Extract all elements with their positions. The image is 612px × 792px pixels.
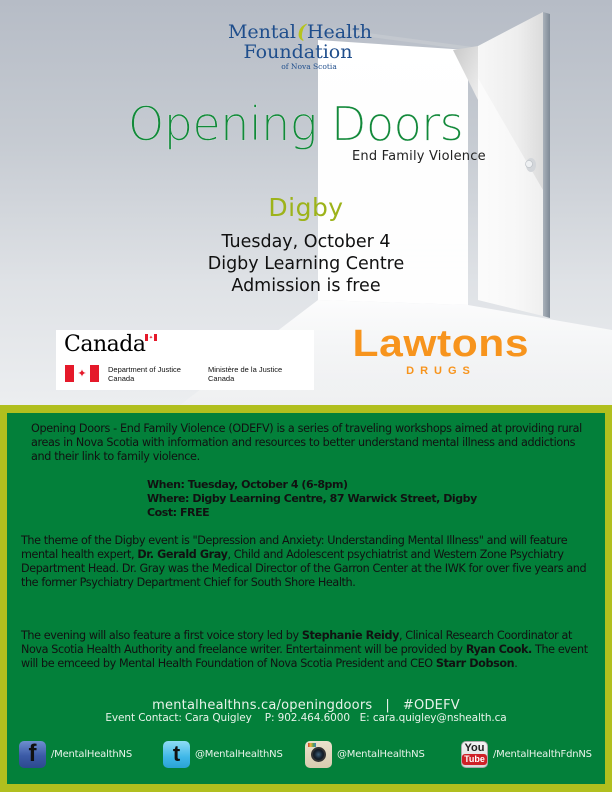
justice-french-line1: Ministère de la Justice xyxy=(208,365,283,374)
youtube-icon xyxy=(461,741,488,768)
justice-english-label xyxy=(108,365,181,383)
canada-flag-small-icon: ✦ xyxy=(145,334,157,341)
logo-subtitle: of Nova Scotia xyxy=(281,62,337,71)
justice-french-line2: Canada xyxy=(208,374,235,383)
evening-text-3: The event will be emceed by Mental Health Foundation of Nova Scotia President and CEO xyxy=(21,643,588,670)
event-details xyxy=(147,478,477,520)
youtube-icon-you: You xyxy=(464,742,485,754)
logo-word-foundation: Foundation xyxy=(243,41,353,63)
theme-paragraph xyxy=(21,534,596,590)
cost-value: FREE xyxy=(179,506,210,519)
where-label: Where: xyxy=(147,492,190,505)
instagram-link[interactable] xyxy=(305,739,425,769)
detail-when xyxy=(147,478,477,492)
twitter-handle: @MentalHealthNS xyxy=(195,748,283,760)
youtube-icon-tube: Tube xyxy=(464,754,485,764)
event-subtitle: End Family Violence xyxy=(352,149,486,164)
logo-word-health: Health xyxy=(306,21,373,43)
speaker-name: Dr. Gerald Gray xyxy=(137,548,228,561)
justice-english-line1: Department of Justice xyxy=(108,365,181,374)
event-date: Tuesday, October 4 xyxy=(221,232,391,252)
lawtons-drugs-logo xyxy=(330,324,552,377)
when-label: When: xyxy=(147,478,185,491)
instagram-handle: @MentalHealthNS xyxy=(337,748,425,760)
event-contact[interactable]: Event Contact: Cara Quigley P: 902.464.6000 E: cara.quigley@nshealth.ca xyxy=(105,712,507,724)
event-venue: Digby Learning Centre xyxy=(207,254,405,274)
twitter-icon: t xyxy=(163,741,190,768)
mental-health-foundation-logo xyxy=(200,22,400,72)
evening-text-1: The evening will also feature a first voice story led by xyxy=(21,629,302,642)
detail-cost xyxy=(147,506,477,520)
theme-text-1: The theme of the Digby event is "Depression and Anxiety: Understanding Mental Illness" and will feature mental health expert, xyxy=(21,534,568,561)
event-title: Opening Doors xyxy=(128,97,464,151)
evening-paragraph xyxy=(21,629,596,671)
intro-paragraph: Opening Doors - End Family Violence (ODEFV) is a series of traveling workshops aimed at providing rural areas in Nova Scotia with information and resources to better understand mental illness and addictions and their link to family violence. xyxy=(31,422,582,463)
facebook-icon: f xyxy=(19,741,46,768)
twitter-link[interactable] xyxy=(163,739,283,769)
evening-text-2: , Clinical Research Coordinator at Nova Scotia Health Authority and freelance writer. Entertainment will be provided by xyxy=(21,629,572,656)
detail-where xyxy=(147,492,477,506)
justice-english-line2: Canada xyxy=(108,374,135,383)
when-value: Tuesday, October 4 (6-8pm) xyxy=(187,478,348,491)
emcee-name: Starr Dobson xyxy=(435,657,515,670)
leaf-icon: ( xyxy=(294,21,309,43)
youtube-link[interactable] xyxy=(461,739,592,769)
canada-wordmark: Canada xyxy=(64,332,146,357)
evening-text-4: . xyxy=(514,657,518,670)
event-summary xyxy=(0,231,612,297)
facebook-link[interactable] xyxy=(19,739,132,769)
event-admission: Admission is free xyxy=(231,276,381,296)
event-info-panel xyxy=(7,413,605,784)
instagram-icon xyxy=(305,741,332,768)
lawtons-wordmark: Lawtons xyxy=(352,323,530,365)
justice-french-label xyxy=(208,365,282,383)
cost-label: Cost: xyxy=(147,506,177,519)
entertainer-name: Ryan Cook. xyxy=(465,643,532,656)
facebook-handle: /MentalHealthNS xyxy=(51,748,132,760)
website-and-hashtag[interactable]: mentalhealthns.ca/openingdoors | #ODEFV xyxy=(152,698,460,713)
youtube-handle: /MentalHealthFdnNS xyxy=(493,748,592,760)
department-of-justice-logo xyxy=(56,330,314,390)
logo-word-mental: Mental xyxy=(227,21,296,43)
where-value: Digby Learning Centre, 87 Warwick Street, Digby xyxy=(192,492,477,505)
theme-text-2: , Child and Adolescent psychiatrist and Western Zone Psychiatry Department Head. Dr. Gray was the Medical Director of the Garron Center at the IWK for over five years and the former Psychiatry Department Chief for South Shore Health. xyxy=(21,548,587,589)
storyteller-name: Stephanie Reidy xyxy=(301,629,399,642)
social-links xyxy=(7,739,605,771)
lawtons-tagline: DRUGS xyxy=(406,365,476,377)
event-location: Digby xyxy=(268,193,344,222)
canada-flag-icon: ✦ xyxy=(65,365,99,382)
